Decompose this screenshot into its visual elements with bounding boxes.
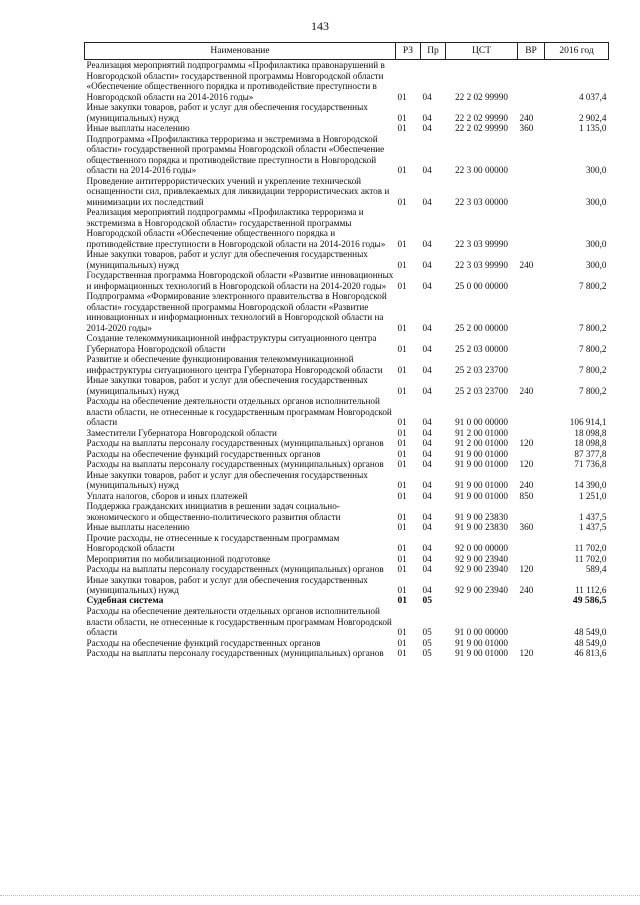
- cell-sum: 2 902,4: [578, 112, 607, 123]
- cell-pr: 04: [422, 112, 432, 123]
- cell-cst: 25 2 03 23700: [455, 364, 508, 375]
- table-row: [85, 102, 609, 123]
- cell-sum: 1 135,0: [578, 123, 607, 133]
- cell-name: Развитие и обеспечение функционирования телекоммуникационной инфраструктуры ситуационного центра Губернатора Новгородской области: [86, 354, 383, 375]
- table-row: [85, 354, 609, 375]
- cell-vr: [518, 449, 545, 460]
- table-row: [85, 438, 609, 449]
- cell-sum: 300,0: [585, 259, 607, 270]
- cell-name: Государственная программа Новгородской области «Развитие инновационных и информационных технологий в Новгородской области на 2014-2020 годы»: [86, 270, 394, 291]
- cell-cst: 92 9 00 23940: [455, 553, 508, 564]
- cell-cst: 92 9 00 23940: [455, 564, 508, 574]
- cell-name: Уплата налогов, сборов и иных платежей: [86, 490, 248, 501]
- table-row: [85, 648, 609, 659]
- cell-name: Расходы на обеспечение деятельности отдельных органов исполнительной власти области, не отнесенные к государственным программам Новгородской области: [86, 396, 392, 427]
- cell-cst: 22 3 03 99990: [455, 259, 508, 270]
- cell-cst: 91 9 00 01000: [455, 459, 508, 469]
- cell-name: Иные выплаты населению: [86, 522, 190, 532]
- cell-cst: 22 3 03 99990: [455, 238, 508, 249]
- cell-vr: [518, 134, 545, 176]
- cell-pr: 04: [422, 196, 432, 207]
- cell-name: Реализация мероприятий подпрограммы «Профилактика терроризма и экстремизма в Новгородской области» государственной программы Новгородской области «Обеспечение общественного порядка и противодействие преступности в Новгородской области на 2014-2016 годы»: [86, 207, 386, 249]
- cell-cst: 25 0 00 00000: [455, 280, 508, 291]
- table-row: [85, 60, 609, 103]
- table-row: [85, 606, 609, 638]
- table-row: [85, 207, 609, 249]
- cell-name: Подпрограмма «Формирование электронного правительства в Новгородской области» государственной программы Новгородской области «Развитие инновационных и информационных технологий в Новгородской области на 2014-2020 годы»: [86, 291, 387, 333]
- cell-pr: 04: [422, 259, 432, 270]
- cell-sum: 300,0: [585, 165, 607, 175]
- cell-sum: 7 800,2: [578, 280, 607, 291]
- cell-rz: 01: [397, 322, 407, 333]
- cell-name: Расходы на обеспечение функций государственных органов: [86, 448, 321, 459]
- table-row: [85, 522, 609, 533]
- cell-pr: 04: [422, 238, 432, 249]
- cell-pr: 05: [422, 637, 432, 648]
- cell-vr: [518, 270, 545, 291]
- cell-rz: 01: [397, 238, 407, 249]
- cell-sum: 7 800,2: [578, 343, 607, 354]
- table-row: [85, 449, 609, 460]
- cell-name: Расходы на выплаты персоналу государственных (муниципальных) органов: [86, 438, 384, 448]
- cell-pr: 04: [422, 522, 432, 532]
- cell-cst: 91 2 00 01000: [455, 427, 508, 438]
- table-row: [85, 638, 609, 649]
- cell-sum: 87 377,8: [574, 448, 607, 459]
- cell-cst: 91 0 00 00000: [455, 417, 508, 427]
- table-row: [85, 491, 609, 502]
- cell-cst: 91 9 00 23830: [455, 511, 508, 522]
- header-rz: РЗ: [396, 43, 421, 60]
- cell-pr: 04: [422, 585, 432, 595]
- cell-rz: 01: [397, 637, 407, 648]
- cell-name: Судебная система: [86, 594, 164, 606]
- cell-name: Иные закупки товаров, работ и услуг для обеспечения государственных (муниципальных) нужд: [86, 574, 368, 595]
- cell-vr: [518, 533, 545, 554]
- cell-pr: 04: [422, 364, 432, 375]
- cell-vr: 240: [519, 259, 534, 270]
- cell-rz: 01: [397, 364, 407, 375]
- cell-cst: 91 9 00 01000: [455, 490, 508, 501]
- cell-vr: 240: [519, 480, 534, 490]
- cell-cst: 91 9 00 01000: [455, 648, 508, 658]
- cell-cst: 91 9 00 23830: [455, 522, 508, 532]
- cell-cst: 91 2 00 01000: [455, 438, 508, 448]
- table-body: [85, 60, 609, 659]
- cell-name: Иные закупки товаров, работ и услуг для обеспечения государственных (муниципальных) нужд: [86, 469, 368, 490]
- cell-rz: 01: [397, 343, 407, 354]
- cell-vr: 360: [519, 522, 534, 532]
- cell-pr: 04: [422, 438, 432, 448]
- cell-pr: 04: [422, 553, 432, 564]
- cell-rz: 01: [397, 543, 407, 553]
- cell-cst: 92 9 00 23940: [455, 585, 508, 595]
- cell-vr: [518, 606, 545, 638]
- header-pr: Пр: [421, 43, 446, 60]
- cell-vr: 240: [519, 385, 534, 396]
- cell-vr: 360: [519, 123, 534, 133]
- cell-sum: 18 098,8: [574, 438, 607, 448]
- table-row: [85, 333, 609, 354]
- cell-pr: 05: [422, 648, 432, 658]
- cell-pr: 04: [422, 459, 432, 469]
- cell-cst: 22 3 03 00000: [455, 196, 508, 207]
- page-number: 143: [311, 19, 329, 33]
- cell-rz: 01: [397, 480, 407, 490]
- cell-name: Создание телекоммуникационной инфраструктуры ситуационного центра Губернатора Новгородской области: [86, 333, 377, 354]
- cell-rz: 01: [397, 280, 407, 291]
- cell-sum: 18 098,8: [574, 427, 607, 438]
- cell-rz: 01: [397, 165, 407, 175]
- cell-name: Прочие расходы, не отнесенные к государственным программам Новгородской области: [86, 532, 340, 553]
- cell-sum: 7 800,2: [578, 364, 607, 375]
- cell-pr: 05: [422, 594, 433, 606]
- cell-name: Подпрограмма «Профилактика терроризма и экстремизма в Новгородской области» государственной программы Новгородской области «Обеспечение общественного порядка и противодействие преступности в Новгородской области на 2014-2016 годы»: [86, 133, 385, 175]
- cell-name: Реализация мероприятий подпрограммы «Профилактика правонарушений в Новгородской области» государственной программы Новгородской области «Обеспечение общественного порядка и противодействие преступности в Новгородской области на 2014-2016 годы»: [86, 60, 385, 102]
- cell-vr: [518, 501, 545, 522]
- cell-rz: 01: [397, 112, 407, 123]
- cell-pr: 04: [422, 385, 432, 396]
- cell-cst: 25 2 03 23700: [455, 385, 508, 396]
- cell-pr: 04: [422, 448, 432, 459]
- cell-vr: [518, 354, 545, 375]
- cell-pr: 04: [422, 480, 432, 490]
- cell-rz: 01: [397, 564, 407, 574]
- cell-cst: 22 2 02 99990: [455, 91, 508, 102]
- cell-vr: [518, 176, 545, 208]
- table-row: [85, 470, 609, 491]
- cell-pr: 04: [422, 280, 432, 291]
- table-row: [85, 428, 609, 439]
- cell-pr: 04: [422, 343, 432, 354]
- cell-cst: 91 9 00 01000: [455, 480, 508, 490]
- cell-rz: 01: [397, 553, 407, 564]
- cell-sum: 589,4: [585, 564, 607, 574]
- cell-sum: 4 037,4: [578, 91, 607, 102]
- cell-vr: 120: [519, 459, 534, 469]
- table-header-row: [85, 43, 609, 60]
- cell-sum: 300,0: [585, 238, 607, 249]
- cell-name: Расходы на выплаты персоналу государственных (муниципальных) органов: [86, 459, 384, 469]
- cell-cst: [446, 596, 518, 607]
- cell-pr: 04: [422, 322, 432, 333]
- cell-vr: [518, 428, 545, 439]
- cell-name: Расходы на обеспечение функций государственных органов: [86, 637, 321, 648]
- cell-vr: 120: [519, 438, 534, 448]
- table-row: [85, 176, 609, 208]
- cell-pr: 04: [422, 511, 432, 522]
- cell-name: Заместители Губернатора Новгородской области: [86, 427, 277, 438]
- cell-sum: 71 736,8: [574, 459, 607, 469]
- cell-rz: 01: [397, 438, 407, 448]
- table-row: [85, 396, 609, 428]
- table-row: [85, 554, 609, 565]
- cell-vr: [518, 291, 545, 333]
- cell-cst: 25 2 00 00000: [455, 322, 508, 333]
- cell-sum: 1 437,5: [578, 511, 607, 522]
- cell-rz: 01: [397, 648, 407, 658]
- cell-cst: 91 0 00 00000: [455, 627, 508, 637]
- budget-table: [84, 42, 609, 659]
- cell-rz: 01: [397, 585, 407, 595]
- cell-pr: 04: [422, 490, 432, 501]
- cell-pr: 04: [422, 91, 432, 102]
- cell-sum: 106 914,1: [569, 417, 607, 427]
- cell-rz: 01: [397, 196, 407, 207]
- cell-pr: 04: [422, 123, 432, 133]
- table-row: [85, 459, 609, 470]
- cell-rz: 01: [397, 385, 407, 396]
- cell-sum: 48 549,0: [574, 627, 607, 637]
- table-row: [85, 291, 609, 333]
- cell-rz: 01: [397, 417, 407, 427]
- cell-vr: [518, 396, 545, 428]
- cell-pr: 05: [422, 627, 432, 637]
- cell-sum: 300,0: [585, 196, 607, 207]
- cell-sum: 11 702,0: [574, 553, 607, 564]
- table-row: [85, 564, 609, 575]
- cell-vr: 240: [519, 112, 534, 123]
- header-vr: ВР: [518, 43, 545, 60]
- table-row: [85, 501, 609, 522]
- cell-name: Проведение антитеррористических учений и укрепление технической оснащенности сил, привлекаемых для ликвидации террористических актов и минимизации их последствий: [86, 175, 390, 207]
- cell-rz: 01: [397, 459, 407, 469]
- cell-name: Расходы на выплаты персоналу государственных (муниципальных) органов: [86, 564, 384, 574]
- cell-pr: 04: [422, 165, 432, 175]
- cell-name: Иные закупки товаров, работ и услуг для обеспечения государственных (муниципальных) нужд: [86, 375, 368, 396]
- cell-name: Иные закупки товаров, работ и услуг для обеспечения государственных (муниципальных) нужд: [86, 102, 368, 123]
- cell-vr: 120: [519, 648, 534, 658]
- cell-rz: 01: [397, 594, 408, 606]
- cell-name: Иные выплаты населению: [86, 123, 190, 133]
- table-row: [85, 123, 609, 134]
- scan-edge-noise: [0, 895, 640, 897]
- cell-cst: 22 2 02 99990: [455, 112, 508, 123]
- cell-sum: 14 390,0: [574, 480, 607, 490]
- cell-cst: 91 9 00 01000: [455, 448, 508, 459]
- cell-rz: 01: [397, 427, 407, 438]
- cell-rz: 01: [397, 91, 407, 102]
- cell-sum: 46 813,6: [574, 648, 607, 658]
- header-sum: 2016 год: [545, 43, 609, 60]
- cell-cst: 91 9 00 01000: [455, 637, 508, 648]
- cell-sum: 1 437,5: [578, 522, 607, 532]
- cell-rz: 01: [397, 511, 407, 522]
- header-name: Наименование: [85, 43, 396, 60]
- cell-vr: 120: [519, 564, 534, 574]
- table-row: [85, 375, 609, 396]
- cell-rz: 01: [397, 259, 407, 270]
- cell-sum: 7 800,2: [578, 322, 607, 333]
- cell-sum: 11 112,6: [575, 585, 607, 595]
- cell-pr: 04: [422, 417, 432, 427]
- cell-sum: 48 549,0: [574, 637, 607, 648]
- cell-rz: 01: [397, 123, 407, 133]
- cell-pr: 04: [422, 564, 432, 574]
- cell-name: Расходы на обеспечение деятельности отдельных органов исполнительной власти области, не отнесенные к государственным программам Новгородской области: [86, 606, 392, 637]
- cell-vr: 850: [519, 490, 534, 501]
- cell-vr: [518, 207, 545, 249]
- cell-rz: 01: [397, 490, 407, 501]
- cell-name: Поддержка гражданских инициатив в решении задач социально-экономического и общественно-политического развития области: [86, 501, 341, 522]
- cell-name: Мероприятия по мобилизационной подготовке: [86, 553, 271, 564]
- table-row: [85, 533, 609, 554]
- cell-vr: [518, 638, 545, 649]
- table-row: [85, 270, 609, 291]
- cell-name: Расходы на выплаты персоналу государственных (муниципальных) органов: [86, 648, 384, 658]
- cell-cst: 25 2 03 00000: [455, 343, 508, 354]
- table-row: [85, 596, 609, 607]
- cell-vr: [518, 60, 545, 103]
- cell-pr: 04: [422, 543, 432, 553]
- table-row: [85, 134, 609, 176]
- cell-pr: 04: [422, 427, 432, 438]
- cell-cst: 22 2 02 99990: [455, 123, 508, 133]
- header-cst: ЦСТ: [446, 43, 518, 60]
- table-row: [85, 575, 609, 596]
- table-row: [85, 249, 609, 270]
- cell-sum: 11 702,0: [574, 543, 607, 553]
- cell-rz: 01: [397, 448, 407, 459]
- cell-name: Иные закупки товаров, работ и услуг для обеспечения государственных (муниципальных) нужд: [86, 249, 368, 270]
- cell-vr: 240: [519, 585, 534, 595]
- cell-vr: [518, 333, 545, 354]
- cell-vr: [518, 554, 545, 565]
- cell-cst: 22 3 00 00000: [455, 165, 508, 175]
- cell-sum: 7 800,2: [578, 385, 607, 396]
- cell-sum: 1 251,0: [578, 490, 607, 501]
- cell-rz: 01: [397, 522, 407, 532]
- cell-cst: 92 0 00 00000: [455, 543, 508, 553]
- cell-sum: 49 586,5: [572, 594, 607, 606]
- cell-rz: 01: [397, 627, 407, 637]
- cell-vr: [518, 596, 545, 607]
